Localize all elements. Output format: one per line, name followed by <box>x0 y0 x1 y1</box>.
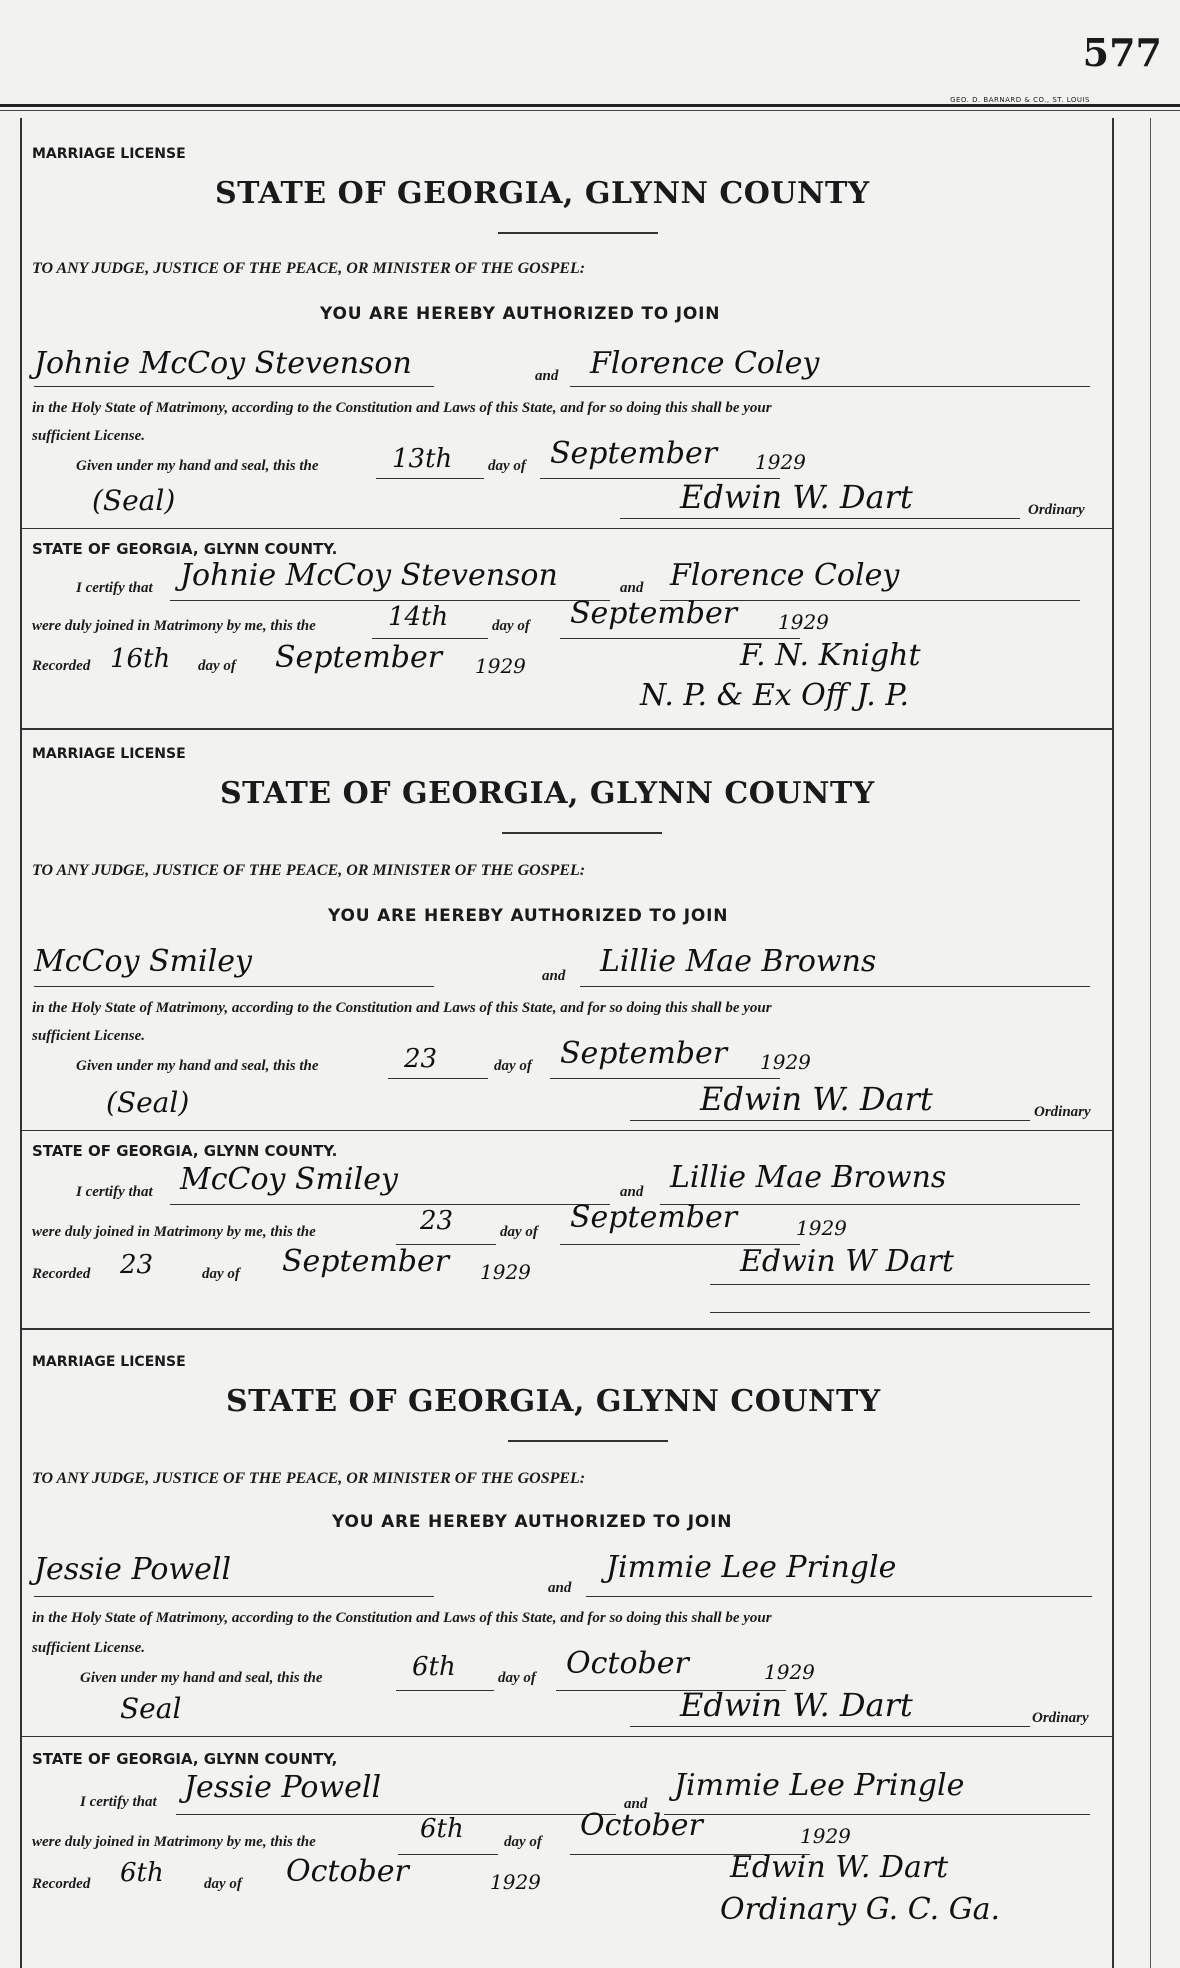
joined-year <box>778 610 829 634</box>
sufficient-license: sufficient License. <box>32 1028 146 1044</box>
cert-groom-line <box>176 1814 616 1815</box>
recorded-day-of: day of <box>202 1266 240 1282</box>
bride-name: Lillie Mae Browns <box>600 944 877 979</box>
recorded-day: 23 <box>120 1250 154 1280</box>
officiant-line-2 <box>710 1312 1090 1313</box>
title-rule <box>508 1440 668 1442</box>
cert-bride: Florence Coley <box>670 558 900 593</box>
given-under-text: Given under my hand and seal, this the <box>76 458 319 474</box>
sufficient-license: sufficient License. <box>32 1640 146 1656</box>
groom-line <box>34 1596 434 1597</box>
cert-and: and <box>620 1184 644 1200</box>
cert-groom-line <box>170 1204 610 1205</box>
recorded-year <box>480 1260 531 1284</box>
recorded-label: Recorded <box>32 1266 91 1282</box>
joined-month: September <box>570 1200 738 1235</box>
record-1 <box>20 118 1112 728</box>
cert-bride-line <box>664 1814 1090 1815</box>
officiant-title: N. P. & Ex Off J. P. <box>640 678 909 713</box>
duly-joined-text: were duly joined in Matrimony by me, this the <box>32 1224 316 1240</box>
joined-day-of: day of <box>492 618 530 634</box>
and-label: and <box>542 968 566 984</box>
cert-bride: Lillie Mae Browns <box>670 1160 947 1195</box>
year-prefix: 19 <box>490 1870 516 1894</box>
license-year <box>764 1660 815 1684</box>
year-prefix: 19 <box>760 1050 786 1074</box>
given-under-text: Given under my hand and seal, this the <box>80 1670 323 1686</box>
printer-credit: GEO. D. BARNARD & CO., ST. LOUIS <box>950 96 1090 104</box>
joined-year <box>800 1824 851 1848</box>
license-year <box>760 1050 811 1074</box>
joined-day-line <box>372 638 488 639</box>
joined-day-of: day of <box>500 1224 538 1240</box>
holy-state-text: in the Holy State of Matrimony, according to the Constitution and Laws of this State, and for so doing this shall be your <box>32 400 772 416</box>
recorded-month: September <box>282 1244 450 1279</box>
recorded-label: Recorded <box>32 658 91 674</box>
cert-groom: McCoy Smiley <box>180 1162 398 1197</box>
recorded-day: 16th <box>110 644 171 674</box>
day-line <box>396 1690 494 1691</box>
license-heading: MARRIAGE LICENSE <box>32 146 186 162</box>
joined-day: 6th <box>420 1814 464 1844</box>
license-year <box>755 450 806 474</box>
day-of-label: day of <box>498 1670 536 1686</box>
year-prefix: 19 <box>755 450 781 474</box>
month-line <box>550 1078 780 1079</box>
officiant-signature: Edwin W. Dart <box>730 1850 949 1885</box>
seal-mark: (Seal) <box>92 484 176 517</box>
cert-title: STATE OF GEORGIA, GLYNN COUNTY, <box>32 1750 338 1768</box>
groom-name: Johnie McCoy Stevenson <box>34 346 412 381</box>
groom-name: Jessie Powell <box>34 1552 232 1587</box>
day-line <box>388 1078 488 1079</box>
title-rule <box>498 232 658 234</box>
i-certify-text: I certify that <box>76 1184 153 1200</box>
page-number: 577 <box>1082 30 1162 75</box>
bride-name: Jimmie Lee Pringle <box>606 1550 897 1585</box>
year-value: 29 <box>785 1050 811 1074</box>
license-month: October <box>566 1646 689 1681</box>
officiant-title: Ordinary G. C. Ga. <box>720 1892 1001 1927</box>
joined-month: October <box>580 1808 703 1843</box>
recorded-year <box>475 654 526 678</box>
recorded-label: Recorded <box>32 1876 91 1892</box>
license-heading: MARRIAGE LICENSE <box>32 1354 186 1370</box>
year-prefix: 19 <box>764 1660 790 1684</box>
joined-day: 23 <box>420 1206 454 1236</box>
license-month: September <box>560 1036 728 1071</box>
year-prefix: 19 <box>480 1260 506 1284</box>
groom-line <box>34 986 434 987</box>
cert-divider <box>20 1736 1112 1737</box>
bride-line <box>580 986 1090 987</box>
cert-title: STATE OF GEORGIA, GLYNN COUNTY. <box>32 540 338 558</box>
bride-name: Florence Coley <box>590 346 820 381</box>
authorized-text: YOU ARE HEREBY AUTHORIZED TO JOIN <box>328 906 729 926</box>
given-under-text: Given under my hand and seal, this the <box>76 1058 319 1074</box>
ordinary-line <box>620 518 1020 519</box>
license-day: 6th <box>412 1652 456 1682</box>
day-of-label: day of <box>494 1058 532 1074</box>
record-3 <box>20 1330 1112 1960</box>
recorded-day-of: day of <box>198 658 236 674</box>
record-2 <box>20 730 1112 1326</box>
recorded-year <box>490 1870 541 1894</box>
ordinary-label: Ordinary <box>1034 1104 1091 1120</box>
recorded-month: October <box>286 1854 409 1889</box>
ordinary-label: Ordinary <box>1028 502 1085 518</box>
duly-joined-text: were duly joined in Matrimony by me, this the <box>32 1834 316 1850</box>
groom-name: McCoy Smiley <box>34 944 252 979</box>
sufficient-license: sufficient License. <box>32 428 146 444</box>
cert-bride: Jimmie Lee Pringle <box>674 1768 965 1803</box>
year-value: 29 <box>500 654 526 678</box>
officiant-signature: Edwin W Dart <box>740 1244 954 1279</box>
ordinary-line <box>630 1726 1030 1727</box>
bride-line <box>570 386 1090 387</box>
joined-day-line <box>398 1854 498 1855</box>
year-value: 29 <box>505 1260 531 1284</box>
year-value: 29 <box>515 1870 541 1894</box>
title-rule <box>502 832 662 834</box>
to-any-judge: TO ANY JUDGE, JUSTICE OF THE PEACE, OR MINISTER OF THE GOSPEL: <box>32 862 586 879</box>
i-certify-text: I certify that <box>76 580 153 596</box>
cert-and: and <box>620 580 644 596</box>
and-label: and <box>535 368 559 384</box>
year-prefix: 19 <box>475 654 501 678</box>
license-title: STATE OF GEORGIA, GLYNN COUNTY <box>220 776 875 811</box>
cert-and: and <box>624 1796 648 1812</box>
header-rule <box>0 104 1180 107</box>
bride-line <box>586 1596 1092 1597</box>
to-any-judge: TO ANY JUDGE, JUSTICE OF THE PEACE, OR MINISTER OF THE GOSPEL: <box>32 260 586 277</box>
officiant-line <box>710 1284 1090 1285</box>
recorded-day-of: day of <box>204 1876 242 1892</box>
license-title: STATE OF GEORGIA, GLYNN COUNTY <box>215 176 870 211</box>
year-value: 29 <box>825 1824 851 1848</box>
cert-title: STATE OF GEORGIA, GLYNN COUNTY. <box>32 1142 338 1160</box>
authorized-text: YOU ARE HEREBY AUTHORIZED TO JOIN <box>332 1512 733 1532</box>
year-value: 29 <box>803 610 829 634</box>
holy-state-text: in the Holy State of Matrimony, according to the Constitution and Laws of this State, and for so doing this shall be your <box>32 1000 772 1016</box>
groom-line <box>34 386 434 387</box>
joined-month: September <box>570 596 738 631</box>
authorized-text: YOU ARE HEREBY AUTHORIZED TO JOIN <box>320 304 721 324</box>
license-day: 13th <box>392 444 453 474</box>
seal-mark: Seal <box>120 1692 182 1725</box>
ordinary-label: Ordinary <box>1032 1710 1089 1726</box>
header-rule-thin <box>0 110 1180 111</box>
recorded-day: 6th <box>120 1858 164 1888</box>
seal-mark: (Seal) <box>106 1086 190 1119</box>
year-prefix: 19 <box>778 610 804 634</box>
and-label: and <box>548 1580 572 1596</box>
day-line <box>376 478 484 479</box>
joined-year <box>796 1216 847 1240</box>
cert-groom: Jessie Powell <box>184 1770 382 1805</box>
day-of-label: day of <box>488 458 526 474</box>
cert-groom-line <box>170 600 610 601</box>
joined-day: 14th <box>388 602 449 632</box>
joined-day-of: day of <box>504 1834 542 1850</box>
license-heading: MARRIAGE LICENSE <box>32 746 186 762</box>
duly-joined-text: were duly joined in Matrimony by me, this the <box>32 618 316 634</box>
recorded-month: September <box>275 640 443 675</box>
holy-state-text: in the Holy State of Matrimony, according to the Constitution and Laws of this State, and for so doing this shall be your <box>32 1610 772 1626</box>
year-prefix: 19 <box>796 1216 822 1240</box>
license-day: 23 <box>404 1044 438 1074</box>
year-prefix: 19 <box>800 1824 826 1848</box>
ordinary-signature: Edwin W. Dart <box>700 1080 933 1118</box>
ordinary-signature: Edwin W. Dart <box>680 478 913 516</box>
license-month: September <box>550 436 718 471</box>
officiant-signature: F. N. Knight <box>740 638 921 673</box>
cert-divider <box>20 1130 1112 1131</box>
to-any-judge: TO ANY JUDGE, JUSTICE OF THE PEACE, OR MINISTER OF THE GOSPEL: <box>32 1470 586 1487</box>
ordinary-line <box>630 1120 1030 1121</box>
i-certify-text: I certify that <box>80 1794 157 1810</box>
year-value: 29 <box>789 1660 815 1684</box>
page-edge <box>1150 118 1151 1968</box>
year-value: 29 <box>780 450 806 474</box>
ordinary-signature: Edwin W. Dart <box>680 1686 913 1724</box>
cert-divider <box>20 528 1112 529</box>
year-value: 29 <box>821 1216 847 1240</box>
cert-groom: Johnie McCoy Stevenson <box>180 558 558 593</box>
license-title: STATE OF GEORGIA, GLYNN COUNTY <box>226 1384 881 1419</box>
